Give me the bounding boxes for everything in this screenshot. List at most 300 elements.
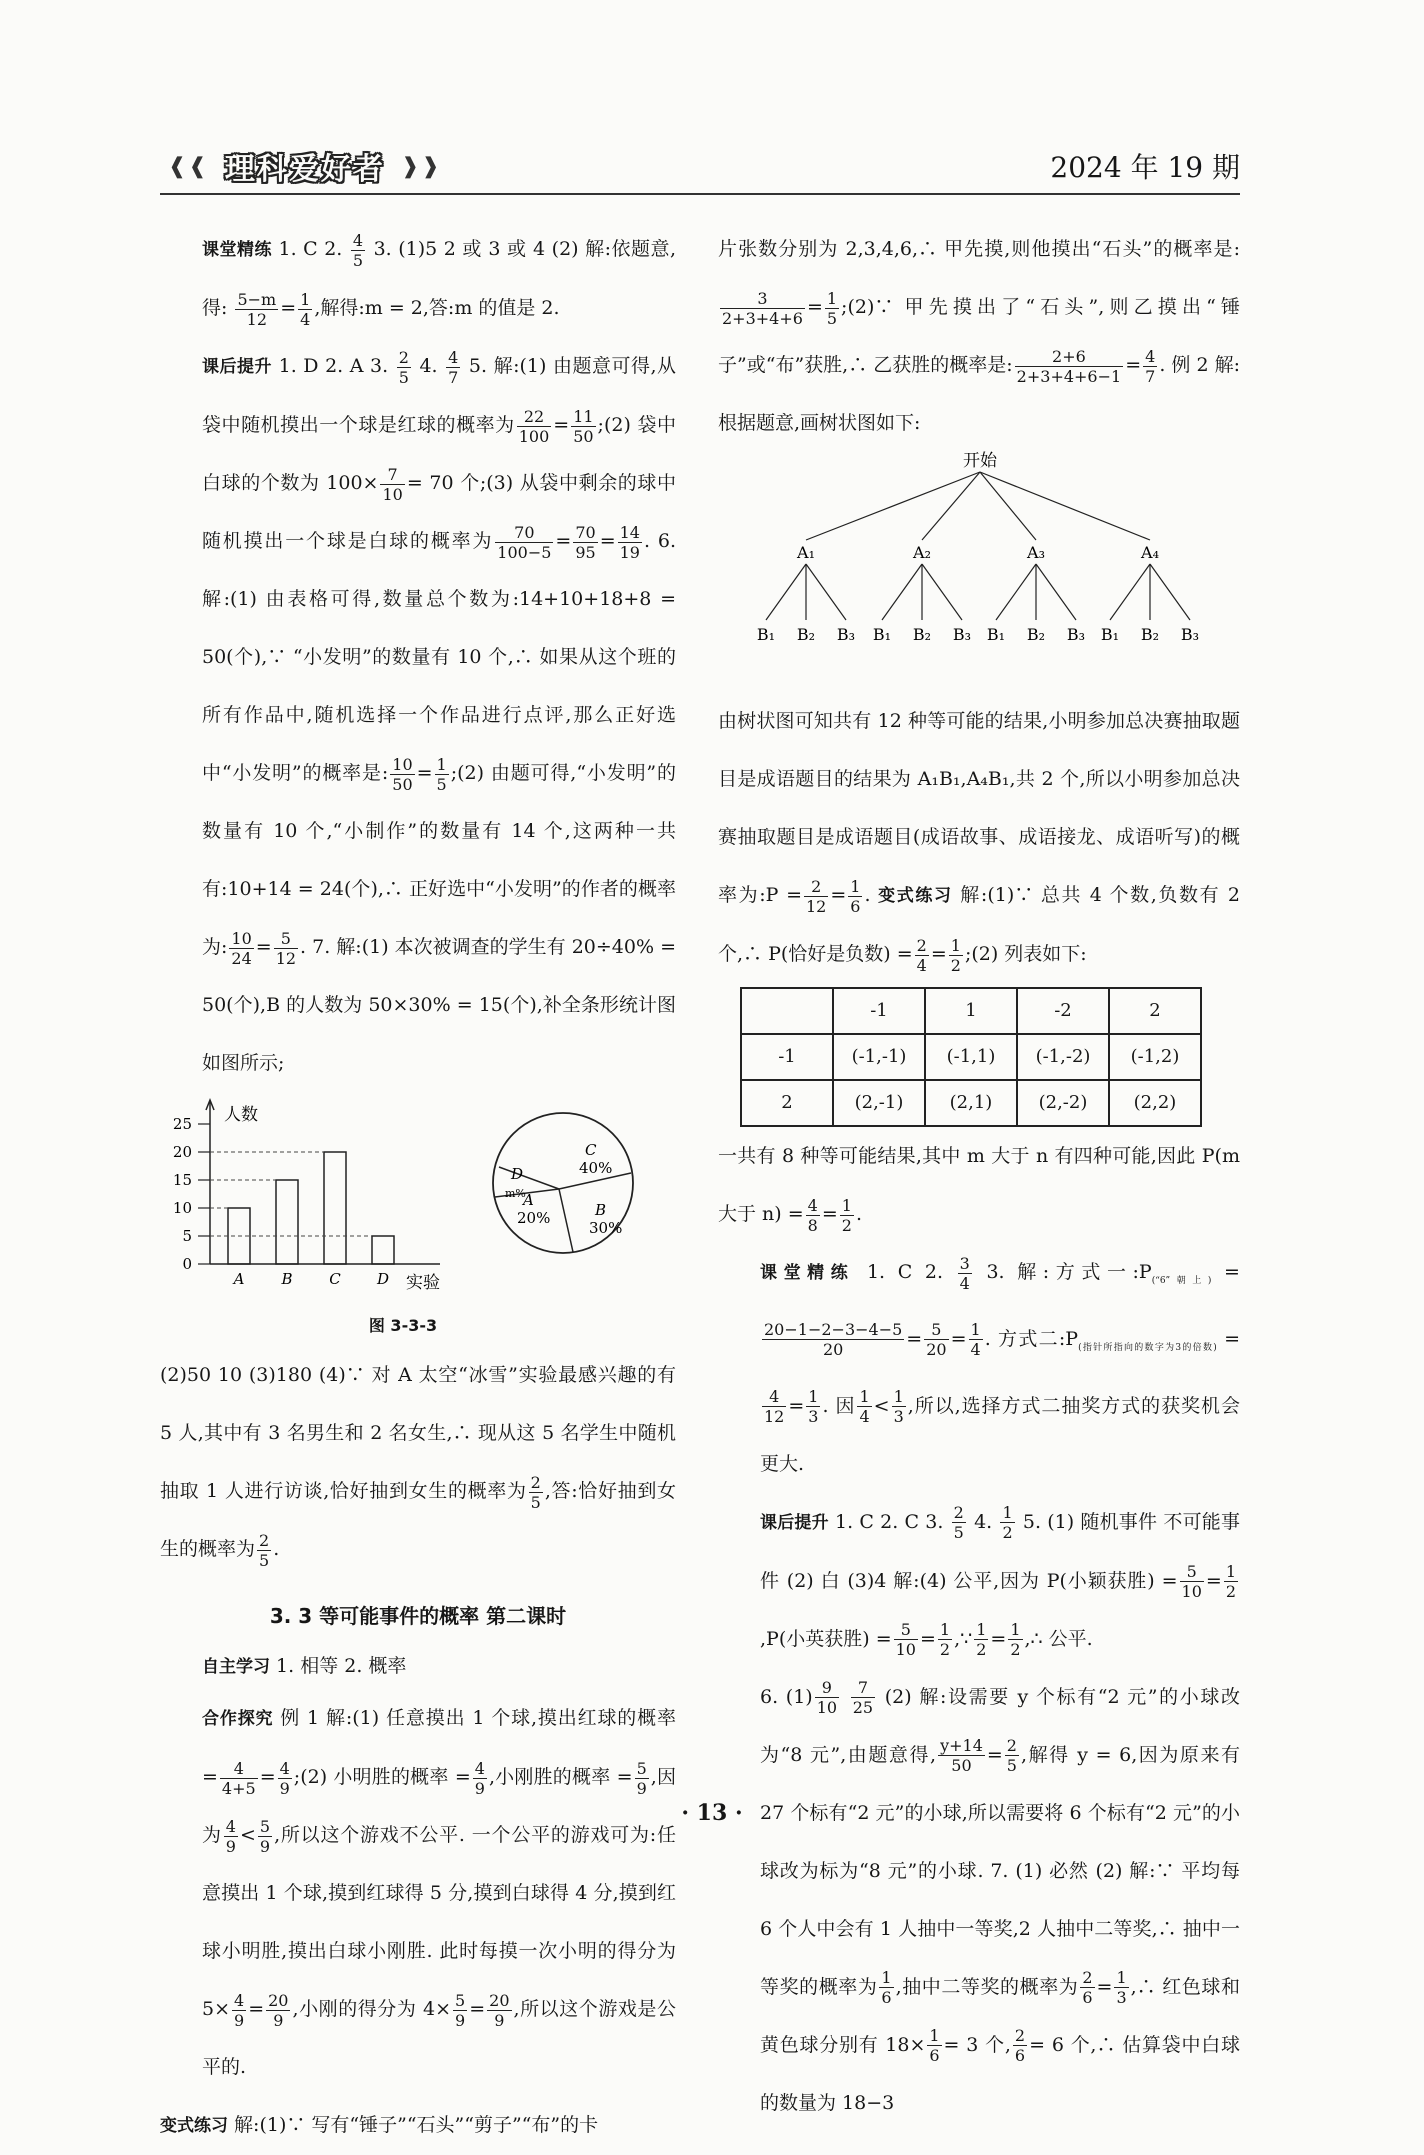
denominator: 24 xyxy=(231,948,252,968)
answer-paragraph: 课后提升 1. D 2. A 3. $\frac{2}{5}$ 4. $\frac{4}{7}$ 5. 解:(1) 由题意可得,从袋中随机摸出一个球是红球的概率为 $\frac{22}{100}$ = $\frac{11}{50}$ ;(2) 袋中白球的个数为 100× $\frac{7}{10}$ = 70 个;(3) 从袋中剩余的球中随机摸出一个球是白球的概率为 $\frac{70}{100-5}$ = $\frac{70}{95}$ = $\frac{14}{19}$ . 6. 解:(1) 由表格可得,数量总个数为:14+10+18+8 = 50(个),∵ “小发明”的数量有 10 个,∴ 如果从这个班的所有作品中,随机选择一个作品进行点评,那么正好选中“小发明”的概率是: $\frac{10}{50}$ = $\frac{1}{5}$ ;(2) 由题可得,“小发明”的数量有 10 个,“小制作”的数量有 14 个,这两种一共有:10+14 = 24(个),∴ 正好选中“小发明”的作者的概率为: $\frac{10}{24}$ = $\frac{5}{12}$ . 7. 解:(1) 本次被调查的学生有 20÷40% = 50(个),B 的人数为 50×30% = 15(个),补全条形统计图如图所示; xyxy=(202,347,677,1074)
pie-divider xyxy=(559,1189,573,1252)
fraction xyxy=(397,348,411,387)
fraction xyxy=(232,1991,246,2030)
denominator: 6 xyxy=(881,1988,892,2008)
pie-slice-value-B: 30% xyxy=(589,1219,623,1237)
numerator: 2 xyxy=(1014,2026,1026,2046)
numerator: 1 xyxy=(826,288,838,308)
answer-text: 3. 解:方式一:P xyxy=(986,1261,1152,1283)
fraction xyxy=(453,1991,467,2030)
fraction xyxy=(446,348,460,387)
denominator: 6 xyxy=(929,2046,940,2066)
fraction xyxy=(1080,1968,1094,2007)
denominator: 5 xyxy=(436,774,447,794)
journal-logo-text: 理科爱好者 xyxy=(224,152,385,187)
bar-C xyxy=(324,1152,346,1264)
numerator: 2+6 xyxy=(1015,347,1124,367)
fraction xyxy=(1143,347,1157,386)
fraction xyxy=(938,1620,952,1659)
numerator: 1 xyxy=(939,1620,951,1640)
fraction xyxy=(857,1387,871,1426)
numerator: 10 xyxy=(231,928,252,948)
pie-slice-value-C: 40% xyxy=(579,1159,613,1177)
denominator: 6 xyxy=(1082,1988,1093,2008)
journal-logo xyxy=(160,144,450,188)
answer-text: ;(2) 袋中白球的个数为 100× xyxy=(202,414,676,494)
tree-node-level2: B₃ xyxy=(1180,625,1200,644)
denominator: 2 xyxy=(976,1640,987,1660)
tree-node-level1: A₂ xyxy=(913,543,931,562)
fraction xyxy=(298,290,312,329)
tree-edge xyxy=(922,564,962,620)
denominator: 2 xyxy=(1002,1523,1013,1543)
y-axis-label: 人数 xyxy=(224,1105,258,1125)
fraction xyxy=(806,1387,820,1426)
answer-text: 1. C 2. xyxy=(866,1261,944,1283)
page-number: · 13 · xyxy=(681,1800,743,1826)
fraction xyxy=(235,290,278,329)
fraction xyxy=(840,1196,854,1235)
denominator: 50 xyxy=(392,774,413,794)
answer-paragraph: 一共有 8 种等可能结果,其中 m 大于 n 有四种可能,因此 P(m 大于 n) = $\frac{4}{8}$ = $\frac{1}{2}$ . xyxy=(718,1145,1240,1235)
tree-edge xyxy=(996,564,1036,620)
tree-node-level2: B₃ xyxy=(1066,625,1086,644)
fraction xyxy=(927,2026,941,2065)
answer-paragraph: 课后提升 1. C 2. C 3. $\frac{2}{5}$ 4. $\frac{1}{2}$ 5. (1) 随机事件 不可能事件 (2) 白 (3)4 解:(4) 公平,因为 P(小颖获胜) = $\frac{5}{10}$ = $\frac{1}{2}$ ,P(小英获胜) = $\frac{5}{10}$ = $\frac{1}{2}$ ,∵ $\frac{1}{2}$ = $\frac{1}{2}$ ,∴ 公平. xyxy=(760,1503,1240,1660)
numerator: 14 xyxy=(619,522,640,542)
section-label: 变式练习 xyxy=(878,886,953,906)
numerator: 2 xyxy=(916,935,927,955)
issue-label: 2024 年 19 期 xyxy=(1050,151,1240,184)
fraction xyxy=(1015,347,1124,386)
answer-text: 1. C 2. xyxy=(278,238,343,260)
denominator: 50 xyxy=(951,1756,972,1776)
denominator: 10 xyxy=(816,1698,838,1718)
fraction xyxy=(974,1620,988,1659)
pie-divider xyxy=(499,1167,559,1189)
denominator: 5 xyxy=(826,308,838,328)
table-cell: (2,2) xyxy=(1109,1080,1201,1126)
answer-text: ,所以这个游戏不公平. 一个公平的游戏可为:任意摸出 1 个球,摸到红球得 5 分,摸到白球得 4 分,摸到红球小明胜,摸出白球小刚胜. 此时每摸一次小明的得分为 5× xyxy=(202,1824,676,2020)
numerator: 1 xyxy=(436,754,447,774)
fraction xyxy=(762,1320,904,1359)
fraction xyxy=(257,1531,271,1570)
numerator: 70 xyxy=(495,523,553,543)
numerator: 1 xyxy=(1002,1503,1013,1523)
fraction xyxy=(1005,1736,1019,1775)
numerator: 2 xyxy=(259,1530,270,1550)
denominator: 5 xyxy=(530,1492,541,1512)
denominator: 4 xyxy=(859,1407,870,1427)
numerator: 20 xyxy=(489,1990,510,2010)
answer-text: ,P(小英获胜) = xyxy=(760,1627,892,1650)
fraction xyxy=(390,755,414,794)
tree-node-level2: B₁ xyxy=(986,625,1006,644)
numerator: 5 xyxy=(274,929,298,949)
answer-text: (2) 解:设需要 y 个标有“2 元”的小球改为“8 元”,由题意得, xyxy=(760,1685,1240,1766)
figure-3-3-3 xyxy=(160,1096,676,1306)
table-cell: -2 xyxy=(1017,988,1109,1034)
fraction xyxy=(571,407,595,446)
numerator: 7 xyxy=(380,465,404,485)
answer-text: 6. (1) xyxy=(760,1685,813,1708)
fraction xyxy=(529,1473,543,1512)
denominator: 4 xyxy=(300,309,311,329)
numerator: 4 xyxy=(352,230,364,250)
table-cell xyxy=(741,988,833,1034)
answer-text: . 方式二:P xyxy=(984,1327,1079,1350)
fraction xyxy=(879,1968,893,2007)
answer-text: 1. D 2. A 3. xyxy=(278,355,389,377)
section-label: 课后提升 xyxy=(760,1512,829,1533)
subscript: (指针所指向的数字为3的倍数) xyxy=(1078,1342,1217,1353)
numerator: 1 xyxy=(976,1620,987,1640)
numerator: 4 xyxy=(234,1990,245,2010)
tree-node-level2: B₂ xyxy=(912,625,932,644)
numerator: 4 xyxy=(448,347,459,367)
table-row xyxy=(741,988,1201,1034)
numerator: 4 xyxy=(225,1816,236,1836)
denominator: 100−5 xyxy=(497,542,552,562)
table-cell: 1 xyxy=(925,988,1017,1034)
denominator: 3 xyxy=(893,1407,904,1427)
fraction xyxy=(266,1991,290,2030)
denominator: 10 xyxy=(382,484,403,504)
answer-text: 4. xyxy=(419,355,438,377)
fraction xyxy=(894,1620,918,1659)
x-tick-label: A xyxy=(233,1270,245,1288)
fraction xyxy=(435,755,449,794)
fraction xyxy=(220,1759,258,1798)
answer-text: ,解得 y = 6,因为原来有 27 个标有“2 元”的小球,所以需要将 6 个标有“2 元”的小球改为标为“8 元”的小球. 7. (1) 必然 (2) 解:∵ 平均每 6 个人中会有 1 人抽中一等奖,2 人抽中二等奖,∴ 抽中一等奖的概率为 xyxy=(760,1743,1240,1998)
denominator: 6 xyxy=(1014,2046,1026,2066)
denominator: 12 xyxy=(246,309,268,329)
numerator: 1 xyxy=(970,1320,981,1340)
tree-edge xyxy=(980,472,1150,540)
page-header xyxy=(160,140,1240,196)
fraction xyxy=(720,289,805,328)
left-column xyxy=(160,220,676,2155)
fraction xyxy=(380,465,404,504)
tree-edge xyxy=(1036,564,1076,620)
x-axis-label: 实验 xyxy=(406,1273,440,1293)
denominator: 9 xyxy=(225,1836,236,1856)
pie-slice-label-A: A xyxy=(523,1191,534,1209)
fraction xyxy=(278,1759,292,1798)
answer-text: = 6 个,∴ 估算袋中白球的数量为 18−3 xyxy=(760,2033,1240,2114)
pie-slice-value-A: 20% xyxy=(517,1209,551,1227)
answer-paragraph: 由树状图可知共有 12 种等可能的结果,小明参加总决赛抽取题目是成语题目的结果为 A₁B₁,A₄B₁,共 2 个,所以小明参加总决赛抽取题目是成语题目(成语故事、成语接龙、成语听写)的概率为:P = $\frac{2}{12}$ = $\frac{1}{6}$ . 变式练习 解:(1)∵ 总共 4 个数,负数有 2 个,∴ P(恰好是负数) = $\frac{2}{4}$ = $\frac{1}{2}$ ;(2) 列表如下: xyxy=(718,710,1240,975)
denominator: 6 xyxy=(850,896,861,916)
answer-text: ,因为 xyxy=(202,1766,676,1846)
fraction xyxy=(495,523,553,562)
denominator: 12 xyxy=(764,1407,785,1427)
numerator: 1 xyxy=(1010,1620,1021,1640)
pie-slice-label-C: C xyxy=(585,1141,597,1159)
tree-edge xyxy=(806,472,980,540)
denominator: 4 xyxy=(970,1340,981,1360)
y-tick-label: 20 xyxy=(172,1143,192,1161)
fraction xyxy=(952,1503,966,1542)
answer-paragraph xyxy=(160,2096,676,2155)
numerator: 1 xyxy=(881,1968,892,1988)
numerator: 22 xyxy=(517,407,552,427)
answer-text: 解:(1)∵ 写有“锤子”“石头”“剪子”“布”的卡 xyxy=(234,2114,599,2136)
header-divider xyxy=(160,193,1240,195)
fraction xyxy=(618,523,642,562)
answer-paragraph: (2)50 10 (3)180 (4)∵ 对 A 太空“冰雪”实验最感兴趣的有 5 人,其中有 3 名男生和 2 名女生,∴ 现从这 5 名学生中随机抽取 1 人进行访谈,恰好抽到女生的概率为 $\frac{2}{5}$ ,答:恰好抽到女生的概率为 $\frac{2}{5}$ . xyxy=(160,1364,676,1570)
numerator: 4 xyxy=(807,1195,818,1215)
pie-slice-label-B: B xyxy=(595,1201,607,1219)
tree-edge xyxy=(806,564,846,620)
answer-text: ,所以,选择方式二抽奖方式的获奖机会更大. xyxy=(760,1394,1240,1475)
tree-node-level1: A₃ xyxy=(1027,543,1045,562)
table-cell: (-1,1) xyxy=(925,1034,1017,1080)
answer-text: 例 2 解:根据题意,画树状图如下: xyxy=(718,354,1240,434)
denominator: 4 xyxy=(916,955,927,975)
numerator: 1 xyxy=(893,1387,904,1407)
answer-text: ,答:恰好抽到女生的概率为 xyxy=(160,1480,676,1560)
numerator: 1 xyxy=(850,876,861,896)
answer-text: ;(2) 小明胜的概率 = xyxy=(293,1766,471,1788)
numerator: 4 xyxy=(474,1758,485,1778)
answer-text: 例 1 解:(1) 任意摸出 1 个球,摸出红球的概率 = xyxy=(202,1707,677,1788)
answer-paragraph: 6. (1) $\frac{9}{10}$ $\frac{7}{25}$ (2) 解:设需要 y 个标有“2 元”的小球改为“8 元”,由题意得, $\frac{y+14}{50}$ = $\frac{2}{5}$ ,解得 y = 6,因为原来有 27 个标有“2 元”的小球,所以需要将 6 个标有“2 元”的小球改为标为“8 元”的小球. 7. (1) 必然 (2) 解:∵ 平均每 6 个人中会有 1 人抽中一等奖,2 人抽中二等奖,∴ 抽中一等奖的概率为 $\frac{1}{6}$ ,抽中二等奖的概率为 $\frac{2}{6}$ = $\frac{1}{3}$ ,∴ 红色球和黄色球分别有 18× $\frac{1}{6}$ = 3 个, $\frac{2}{6}$ = 6 个,∴ 估算袋中白球的数量为 18−3 xyxy=(760,1678,1240,2114)
answer-text: (2)50 10 (3)180 (4)∵ 对 A 太空“冰雪”实验最感兴趣的有 5 人,其中有 3 名男生和 2 名女生,∴ 现从这 5 名学生中随机抽取 1 人进行访谈,恰好抽到女生的概率为 xyxy=(160,1364,676,1502)
ornament-left-icon: ❰❰ xyxy=(168,153,209,179)
numerator: 9 xyxy=(815,1678,839,1698)
table-row xyxy=(741,1080,1201,1126)
tree-node-level1: A₁ xyxy=(797,543,815,562)
equals-sign: = xyxy=(280,297,297,319)
section-title: 3. 3 等可能事件的概率 第二课时 xyxy=(269,1604,567,1628)
denominator: 9 xyxy=(234,2010,245,2030)
fraction xyxy=(1000,1503,1014,1542)
numerator: 70 xyxy=(575,522,596,542)
numerator: 5 xyxy=(1180,1562,1204,1582)
numerator: 1 xyxy=(929,2026,940,2046)
answer-text: ;(2) 列表如下: xyxy=(964,943,1087,965)
answer-text: 解:(1)∵ 总共 4 个数,负数有 2 个,∴ P(恰好是负数) = xyxy=(718,884,1240,965)
answer-text: ,∴ 公平. xyxy=(1024,1627,1093,1650)
tree-diagram xyxy=(718,452,1240,692)
fraction xyxy=(274,929,298,968)
denominator: 95 xyxy=(575,542,596,562)
denominator: 4 xyxy=(959,1273,970,1293)
fraction xyxy=(1008,1620,1022,1659)
answer-text: ;(2) 由题可得,“小发明”的数量有 10 个,“小制作”的数量有 14 个,这两种一共有:10+14 = 24(个),∴ 正好选中“小发明”的作者的概率为: xyxy=(202,762,676,958)
denominator: 2 xyxy=(841,1215,852,1235)
answer-text: = 3 个, xyxy=(943,2033,1011,2056)
denominator: 9 xyxy=(474,1778,485,1798)
numerator: 1 xyxy=(1225,1562,1236,1582)
numerator: 4 xyxy=(1145,346,1156,366)
table-cell: (-1,-1) xyxy=(833,1034,925,1080)
fraction xyxy=(517,407,552,446)
fraction xyxy=(1180,1562,1204,1601)
denominator: 3 xyxy=(808,1407,819,1427)
section-label: 自主学习 xyxy=(202,1657,270,1677)
denominator: 2 xyxy=(1225,1582,1236,1602)
numerator: 2 xyxy=(804,877,828,897)
answer-text: 由树状图可知共有 12 种等可能的结果,小明参加总决赛抽取题目是成语题目的结果为 A₁B₁,A₄B₁,共 2 个,所以小明参加总决赛抽取题目是成语题目(成语故事、成语接龙、成语听写)的概率为:P = xyxy=(718,710,1240,906)
fraction xyxy=(938,1736,985,1775)
numerator: 1 xyxy=(950,935,961,955)
numerator: 5 xyxy=(636,1758,647,1778)
denominator: 2 xyxy=(939,1640,951,1660)
answer-paragraph xyxy=(160,220,676,337)
answer-text: ,解得:m = 2,答:m 的值是 2. xyxy=(314,297,560,319)
denominator: 4+5 xyxy=(221,1778,256,1798)
numerator: 1 xyxy=(300,289,311,309)
denominator: 5 xyxy=(953,1523,964,1543)
numerator: 5−m xyxy=(237,289,277,309)
fraction xyxy=(848,877,862,916)
denominator: 2+3+4+6−1 xyxy=(1016,366,1122,386)
numerator: 2 xyxy=(953,1503,964,1523)
denominator: 9 xyxy=(636,1778,647,1798)
fraction xyxy=(351,231,365,270)
numerator: 2 xyxy=(398,347,409,367)
numerator: 1 xyxy=(1116,1968,1127,1988)
tree-diagram-svg xyxy=(718,438,1240,678)
fraction xyxy=(851,1678,875,1717)
denominator: 9 xyxy=(259,1836,271,1856)
tree-node-level2: B₃ xyxy=(836,625,856,644)
x-tick-label: D xyxy=(376,1270,390,1288)
tree-edge xyxy=(766,564,806,620)
tree-node-level2: B₂ xyxy=(1140,625,1160,644)
fraction xyxy=(1013,2026,1027,2065)
numerator: 4 xyxy=(220,1759,258,1779)
denominator: 8 xyxy=(807,1215,818,1235)
answer-text: ,∵ xyxy=(954,1627,973,1650)
numerator: 3 xyxy=(959,1253,970,1273)
y-tick-label: 0 xyxy=(182,1255,192,1273)
y-tick-label: 10 xyxy=(172,1199,192,1217)
fraction xyxy=(825,289,839,328)
denominator: 7 xyxy=(1145,366,1156,386)
section-label: 合作探究 xyxy=(202,1709,274,1729)
denominator: 2 xyxy=(950,955,961,975)
denominator: 9 xyxy=(494,2010,505,2030)
table-cell: 2 xyxy=(1109,988,1201,1034)
fraction xyxy=(969,1320,983,1359)
answer-paragraph: 片张数分别为 2,3,4,6,∴ 甲先摸,则他摸出“石头”的概率是: $\frac{3}{2+3+4+6}$ = $\frac{1}{5}$ ;(2)∵ 甲先摸出了“石头”,则乙摸出“锤子”或“布”获胜,∴ 乙获胜的概率是: $\frac{2+6}{2+3+4+6-1}$ = $\frac{4}{7}$ . 例 2 解:根据题意,画树状图如下: xyxy=(718,238,1240,434)
denominator: 5 xyxy=(398,367,409,387)
fraction xyxy=(949,936,963,975)
numerator: 1 xyxy=(859,1387,870,1407)
numerator: 11 xyxy=(573,406,594,426)
y-tick-label: 5 xyxy=(182,1227,192,1245)
numerator: 1 xyxy=(808,1387,819,1407)
fraction xyxy=(573,523,597,562)
bar-B xyxy=(276,1180,298,1264)
tree-edge xyxy=(980,472,1036,540)
numerator: 5 xyxy=(455,1990,466,2010)
fraction xyxy=(915,936,929,975)
denominator: 2+3+4+6 xyxy=(722,308,803,328)
section-label: 课堂精练 xyxy=(760,1263,855,1283)
numerator: 20 xyxy=(268,1990,289,2010)
ornament-right-icon: ❱❱ xyxy=(400,153,442,179)
section-label: 变式练习 xyxy=(160,2116,228,2136)
y-tick-label: 15 xyxy=(172,1171,192,1189)
tree-edge xyxy=(882,564,922,620)
subscript: (“6”朝上) xyxy=(1151,1275,1212,1286)
numerator: 1 xyxy=(841,1195,852,1215)
fraction xyxy=(1114,1968,1128,2007)
tree-node-level2: B₁ xyxy=(872,625,892,644)
denominator: 12 xyxy=(275,948,297,968)
numerator: 3 xyxy=(720,289,805,309)
numerator: 2 xyxy=(1082,1968,1093,1988)
table-cell: -1 xyxy=(741,1034,833,1080)
answer-text: 3. (1)5 2 或 3 或 4 (2) 解:依题意,得: xyxy=(202,238,676,319)
numerator: 4 xyxy=(762,1387,786,1407)
pie-slice-label-D: D xyxy=(511,1165,524,1183)
denominator: 25 xyxy=(852,1698,874,1718)
tree-root: 开始 xyxy=(963,451,997,471)
bar-chart xyxy=(160,1096,450,1306)
denominator: 3 xyxy=(1116,1988,1127,2008)
section-label: 课堂精练 xyxy=(202,240,272,260)
table-cell: 2 xyxy=(741,1080,833,1126)
denominator: 9 xyxy=(455,2010,466,2030)
answer-text: 4. xyxy=(974,1510,993,1533)
x-tick-label: B xyxy=(281,1270,293,1288)
fraction xyxy=(806,1196,820,1235)
numerator: y+14 xyxy=(940,1736,983,1756)
table-cell: (2,-2) xyxy=(1017,1080,1109,1126)
pie-chart xyxy=(488,1108,638,1258)
answer-paragraph: 合作探究 例 1 解:(1) 任意摸出 1 个球,摸出红球的概率 = $\frac{4}{4+5}$ = $\frac{4}{9}$ ;(2) 小明胜的概率 = $\frac{4}{9}$ ,小刚胜的概率 = $\frac{5}{9}$ ,因为 $\frac{4}{9}$ < $\frac{5}{9}$ ,所以这个游戏不公平. 一个公平的游戏可为:任意摸出 1 个球,摸到红球得 5 分,摸到白球得 4 分,摸到红球小明胜,摸出白球小刚胜. 此时每摸一次小明的得分为 5× $\frac{4}{9}$ = $\frac{20}{9}$ ,小刚的得分为 4× $\frac{5}{9}$ = $\frac{20}{9}$ ,所以这个游戏是公平的. xyxy=(202,1707,677,2078)
tree-node-level2: B₁ xyxy=(1100,625,1120,644)
fraction xyxy=(924,1320,948,1359)
y-tick-label: 25 xyxy=(172,1115,192,1133)
table-cell: (2,1) xyxy=(925,1080,1017,1126)
table-cell: (2,-1) xyxy=(833,1080,925,1126)
answer-text: 5. 解:(1) 由题意可得,从袋中随机摸出一个球是红球的概率为 xyxy=(202,355,677,436)
denominator: 100 xyxy=(518,426,550,446)
tree-edge xyxy=(1110,564,1150,620)
fraction xyxy=(815,1678,839,1717)
denominator: 20 xyxy=(822,1340,844,1360)
answer-text: ,所以这个游戏是公平的. xyxy=(202,1998,676,2078)
pie-slice-value-D: m% xyxy=(505,1187,526,1200)
fraction xyxy=(1224,1562,1238,1601)
numerator: 5 xyxy=(924,1320,948,1340)
answer-text: ,小刚胜的概率 = xyxy=(488,1766,633,1788)
tree-node-level2: B₁ xyxy=(756,625,776,644)
table-cell: (-1,-2) xyxy=(1017,1034,1109,1080)
fraction xyxy=(473,1759,487,1798)
denominator: 12 xyxy=(806,896,827,916)
denominator: 20 xyxy=(926,1340,947,1360)
answer-text: 一共有 8 种等可能结果,其中 m 大于 n 有四种可能,因此 P(m 大于 n) = xyxy=(718,1145,1240,1225)
tree-node-level2: B₂ xyxy=(796,625,816,644)
denominator: 5 xyxy=(352,250,364,270)
answer-text: . 6. 解:(1) 由表格可得,数量总个数为:14+10+18+8 = 50(个),∵ “小发明”的数量有 10 个,∴ 如果从这个班的所有作品中,随机选择一个作品进行点评,那么正好选中“小发明”的概率是: xyxy=(202,530,676,784)
tree-node-level1: A₄ xyxy=(1141,543,1159,562)
tree-node-level2: B₃ xyxy=(952,625,972,644)
fraction xyxy=(762,1387,786,1426)
denominator: 10 xyxy=(895,1640,916,1660)
denominator: 5 xyxy=(259,1550,270,1570)
answer-text: ;(2)∵ 甲先摸出了“石头”,则乙摸出“锤子”或“布”获胜,∴ 乙获胜的概率是: xyxy=(718,296,1240,376)
numerator: 20−1−2−3−4−5 xyxy=(764,1320,903,1340)
answer-paragraph: 课堂精练 1. C 2. $\frac{3}{4}$ 3. 解:方式一$:P_{(“6”朝上)}$ = $\frac{20-1-2-3-4-5}{20}$ = $\frac{5}{20}$ = $\frac{1}{4}$ . 方式二$:P_{(指针所指向的数字为3的倍数)}$ = $\frac{4}{12}$ = $\frac{1}{3}$ . 因 $\frac{1}{4}$ < $\frac{1}{3}$ ,所以,选择方式二抽奖方式的获奖机会更大. xyxy=(760,1253,1241,1475)
